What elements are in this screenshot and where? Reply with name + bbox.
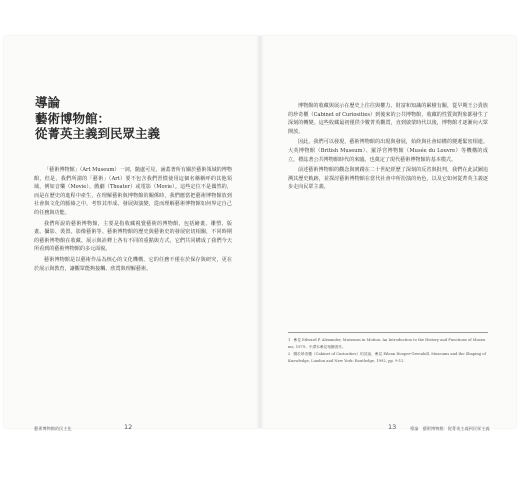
footnote-number: 1 [288, 338, 291, 342]
page-number: 12 [124, 423, 133, 431]
paragraph: 「藝術博物館」（Art Museum）一詞，隨處可見，涵蓋著所有關於藝術領域的博物館，但是，我們所謂的「藝術」（Art）要不包含我們習慣使用這個名稱稱呼的其他領域，例如音樂（Movie）、戲劇（Theater）或電影（Movie）。這些定位不是偶然的，而是在歷史的進程中產生，在理解藝術與博物館的關係時，我們應當把藝術博物館放到社會與文化的脈絡之中，考察其形成、發展與演變，從而理解藝術博物館如何界定自己的任務與功能。 [34, 167, 232, 216]
left-body-text [34, 166, 232, 275]
paragraph: 因此，我們可以發現，藝術博物館的出現與發展，始終與社會結構的變遷緊密相連。大英博物館（British Museum）、羅浮宮博物館（Musée du Louvre）等機構的成立，標誌著公共博物館時代的來臨，也奠定了現代藝術博物館的基本模式。 [288, 139, 488, 163]
footnote-text: 參見 Edward P. Alexander, Museums in Motion: An Introduction to the History and Functions of Museums, 1979；中譯本參見相關著作。 [288, 338, 486, 349]
chapter-label: 導論 [35, 95, 61, 110]
footnote [288, 351, 488, 364]
left-page [4, 36, 260, 431]
paragraph: 藝術博物館是以藝術作品為核心的文化機構，它的任務不僅在於保存與研究，更在於展示與教育，讓觀眾能夠接觸、欣賞與理解藝術。 [34, 256, 232, 272]
paragraph: 博物館的收藏與展示在歷史上往往與權力、財富和知識的累積有關，從早期王公貴族的珍奇櫃（Cabinet of Curiosities）到後來的公共博物館，收藏的性質與對象都發生了深刻的轉變。這些收藏最初僅供少數菁英觀賞，直到啟蒙時代以後，博物館才逐漸向大眾開放。 [288, 103, 488, 135]
chapter-heading [35, 95, 235, 142]
right-body-text [288, 102, 488, 194]
right-page [260, 36, 516, 431]
paragraph: 我們所說的藝術博物館，主要是指收藏視覺藝術的博物館，包括繪畫、雕塑、版畫、攝影、裝置、影像藝術等。藝術博物館的歷史與藝術史的發展密切相關，不同時期的藝術博物館在收藏、展示與詮釋上各有不同的重點與方式，它們共同構成了我們今天所看到的藝術博物館的多元面貌。 [34, 220, 232, 253]
chapter-subtitle: 從菁英主義到民眾主義 [35, 126, 161, 142]
footnotes [288, 332, 488, 365]
running-footer-title: 導論 藝術博物館：從菁英主義到民眾主義 [410, 426, 490, 431]
chapter-title: 藝術博物館： [35, 110, 111, 126]
running-footer-title: 藝術博物館的民主化 [34, 426, 72, 431]
page-number: 13 [388, 423, 397, 431]
footnote [288, 337, 488, 350]
footnote-text: 關於珍奇櫃（Cabinet of Curiosities）的討論，參見 Eilean Hooper-Greenhill, Museums and the Shaping of Knowledge, London and New York: Routledge, 1992, pp. 9-12. [288, 352, 486, 363]
book-spread [4, 36, 516, 431]
paragraph: 前述藝術博物館的觀念與實踐在二十世紀經歷了深刻的反省與批判，我們在此試圖追溯其歷史軌跡，並探討藝術博物館在當代社會中所扮演的角色，以及它如何從菁英主義逐步走向民眾主義。 [288, 167, 488, 191]
footnote-number: 2 [288, 352, 291, 357]
